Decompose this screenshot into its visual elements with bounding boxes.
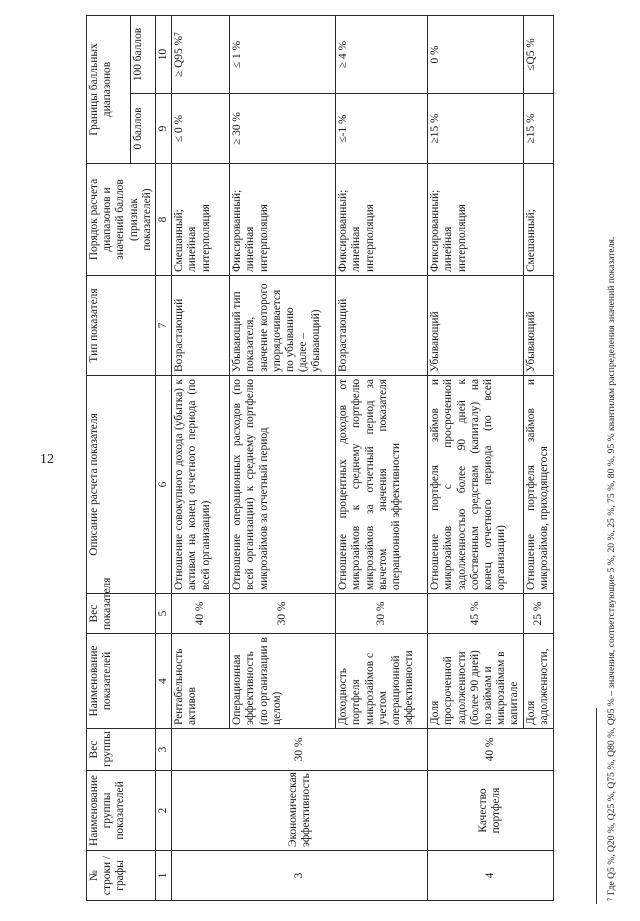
header-description: Описание расчета показателя [87, 376, 156, 594]
header-group-weight: Вес группы [87, 729, 156, 771]
header-type: Тип показателя [87, 276, 156, 376]
indicator-calc-order: Смешанный; [523, 164, 553, 276]
indicator-calc-order: Фиксированный; линейная интерполяция [230, 164, 336, 276]
indicator-name: Доля задолженности, [523, 634, 553, 729]
column-numbers-row [156, 16, 172, 901]
header-row-no: № строки / графы [87, 851, 156, 901]
indicator-type: Убывающий [428, 276, 523, 376]
indicator-calc-order: Смешанный; линейная интерполяция [172, 164, 230, 276]
indicator-type: Убывающий тип показателя, значение которого упорядочивается по убыванию (далее – убывающий) [230, 276, 336, 376]
bound-0: ≤-1 % [336, 94, 428, 164]
column-number: 9 [156, 94, 172, 164]
group-name: Экономическая эффективность [172, 771, 428, 851]
table-row [428, 16, 523, 901]
bound-0: ≥15 % [428, 94, 523, 164]
column-number: 1 [156, 851, 172, 901]
column-number: 10 [156, 16, 172, 94]
header-group-name: Наименование группы показателей [87, 771, 156, 851]
header-row-1 [87, 16, 131, 901]
header-indicator-weight: Вес показателя [87, 594, 156, 634]
indicator-description: Отношение операционных расходов (по всей организации) к среднему портфелю микрозаймов за отчетный период [230, 376, 336, 594]
column-number: 7 [156, 276, 172, 376]
footnote: ⁷ Где Q5 %, Q20 %, Q25 %, Q75 %, Q80 %, Q95 % – значения, соответствующие 5 %, 20 %, 25 %, 75 %, 80 %, 95 % квантилям распределения значений показателя. [606, 236, 617, 901]
bound-0: ≥ 30 % [230, 94, 336, 164]
header-calc-order: Порядок расчета диапазонов и значений баллов (признак показателей) [87, 164, 156, 276]
header-indicator-name: Наименование показателей [87, 634, 156, 729]
page-number: 12 [40, 452, 54, 467]
indicators-table [86, 15, 554, 901]
header-bounds: Границы балльных диапазонов [87, 16, 131, 164]
indicator-weight: 30 % [336, 594, 428, 634]
group-name: Качество портфеля [428, 771, 553, 851]
bound-0: ≥15 % [523, 94, 553, 164]
bound-100: ≤Q5 % [523, 16, 553, 94]
indicator-name: Рентабельность активов [172, 634, 230, 729]
group-number: 4 [428, 851, 553, 901]
group-number: 3 [172, 851, 428, 901]
indicator-description: Отношение совокупного дохода (убытка) к активам на конец отчетного периода (по всей организации) [172, 376, 230, 594]
indicator-description: Отношение процентных доходов от микрозаймов к среднему портфелю микрозаймов за отчетный период за вычетом значения показателя операционной эффективности [336, 376, 428, 594]
indicator-weight: 40 % [172, 594, 230, 634]
indicator-name: Доля просроченной задолженности (более 90 дней) по займам и микрозаймам в капитале [428, 634, 523, 729]
indicator-type: Убывающий [523, 276, 553, 376]
column-number: 6 [156, 376, 172, 594]
indicator-description: Отношение портфеля займов и микрозаймов с просроченной задолженностью более 90 дней к собственным средствам (капиталу) на конец отчетного периода (по всей организации) [428, 376, 523, 594]
table-row [172, 16, 230, 901]
column-number: 3 [156, 729, 172, 771]
indicator-weight: 45 % [428, 594, 523, 634]
indicator-name: Доходность портфеля микрозаймов с учетом операционной эффективности [336, 634, 428, 729]
header-b0: 0 баллов [131, 94, 156, 164]
indicator-calc-order: Фиксированный; линейная интерполяция [428, 164, 523, 276]
column-number: 2 [156, 771, 172, 851]
bound-100: ≥ 4 % [336, 16, 428, 94]
indicator-description: Отношение портфеля займов и микрозаймов, приходящегося [523, 376, 553, 594]
column-number: 5 [156, 594, 172, 634]
bound-100: ≤ 1 % [230, 16, 336, 94]
rotated-page-content [86, 16, 617, 901]
indicator-weight: 25 % [523, 594, 553, 634]
indicator-calc-order: Фиксированный; линейная интерполяция [336, 164, 428, 276]
indicator-type: Возрастающий [172, 276, 230, 376]
group-weight: 30 % [172, 729, 428, 771]
bound-0: ≤ 0 % [172, 94, 230, 164]
bound-100: 0 % [428, 16, 523, 94]
bound-100: ≥ Q95 %⁷ [172, 16, 230, 94]
indicator-type: Возрастающий [336, 276, 428, 376]
column-number: 4 [156, 634, 172, 729]
indicator-name: Операционная эффективность (по организации в целом) [230, 634, 336, 729]
indicator-weight: 30 % [230, 594, 336, 634]
column-number: 8 [156, 164, 172, 276]
group-weight: 40 % [428, 729, 553, 771]
header-b100: 100 баллов [131, 16, 156, 94]
